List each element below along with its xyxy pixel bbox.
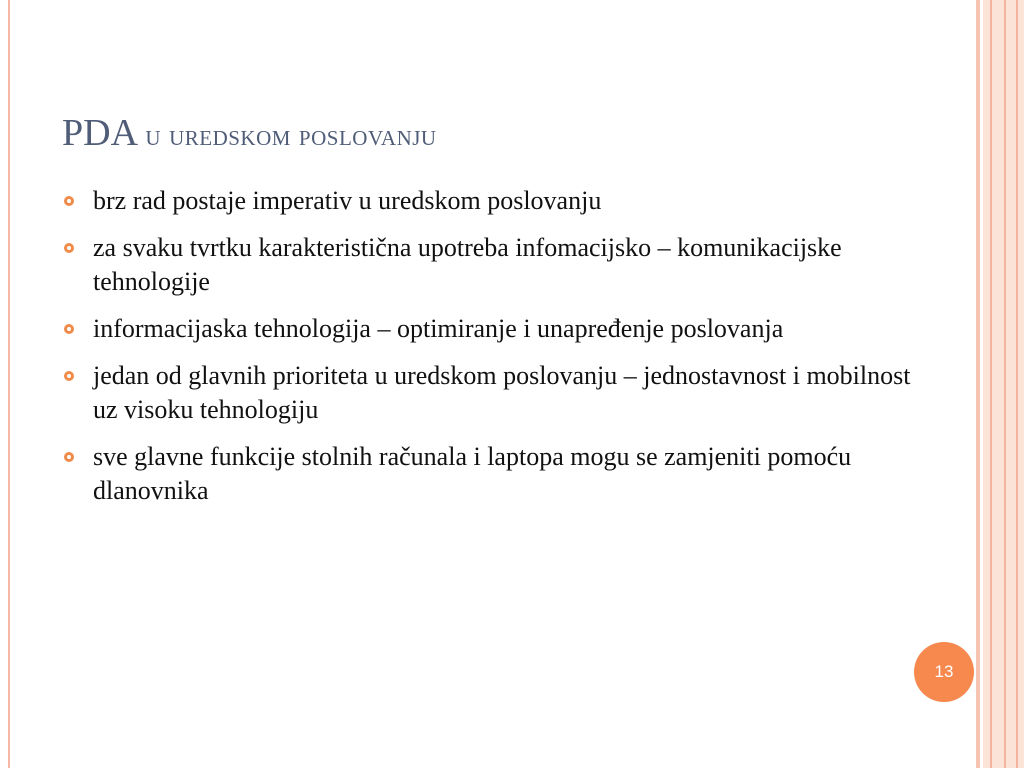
bullet-list [64, 184, 924, 521]
bullet-text: sve glavne funkcije stolnih računala i laptopa mogu se zamjeniti pomoću dlanovnika [93, 442, 852, 505]
bullet-text: jedan od glavnih prioriteta u uredskom poslovanju – jednostavnost i mobilnost uz visoku tehnologiju [93, 361, 911, 424]
hollow-circle-icon [64, 324, 74, 334]
hollow-circle-icon [64, 196, 74, 206]
hollow-circle-icon [64, 371, 74, 381]
hollow-circle-icon [64, 452, 74, 462]
right-frame-stripe [1016, 0, 1018, 768]
hollow-circle-icon [64, 243, 74, 253]
list-item [64, 184, 924, 218]
slide-title [62, 108, 942, 158]
right-frame-stripe [990, 0, 992, 768]
right-frame-stripe [1004, 0, 1006, 768]
bullet-text: brz rad postaje imperativ u uredskom poslovanju [93, 186, 602, 215]
slide-title-lead: PDA [62, 112, 136, 154]
slide-title-rest: u uredskom poslovanju [145, 119, 437, 152]
page-number-badge: 13 [914, 642, 974, 702]
bullet-text: informacijaska tehnologija – optimiranje i unapređenje poslovanja [93, 314, 784, 343]
list-item [64, 231, 924, 299]
list-item [64, 312, 924, 346]
bullet-text: za svaku tvrtku karakteristična upotreba infomacijsko – komunikacijske tehnologije [93, 233, 842, 296]
right-frame-line [976, 0, 980, 768]
list-item [64, 440, 924, 508]
left-frame-line [8, 0, 10, 768]
list-item [64, 359, 924, 427]
